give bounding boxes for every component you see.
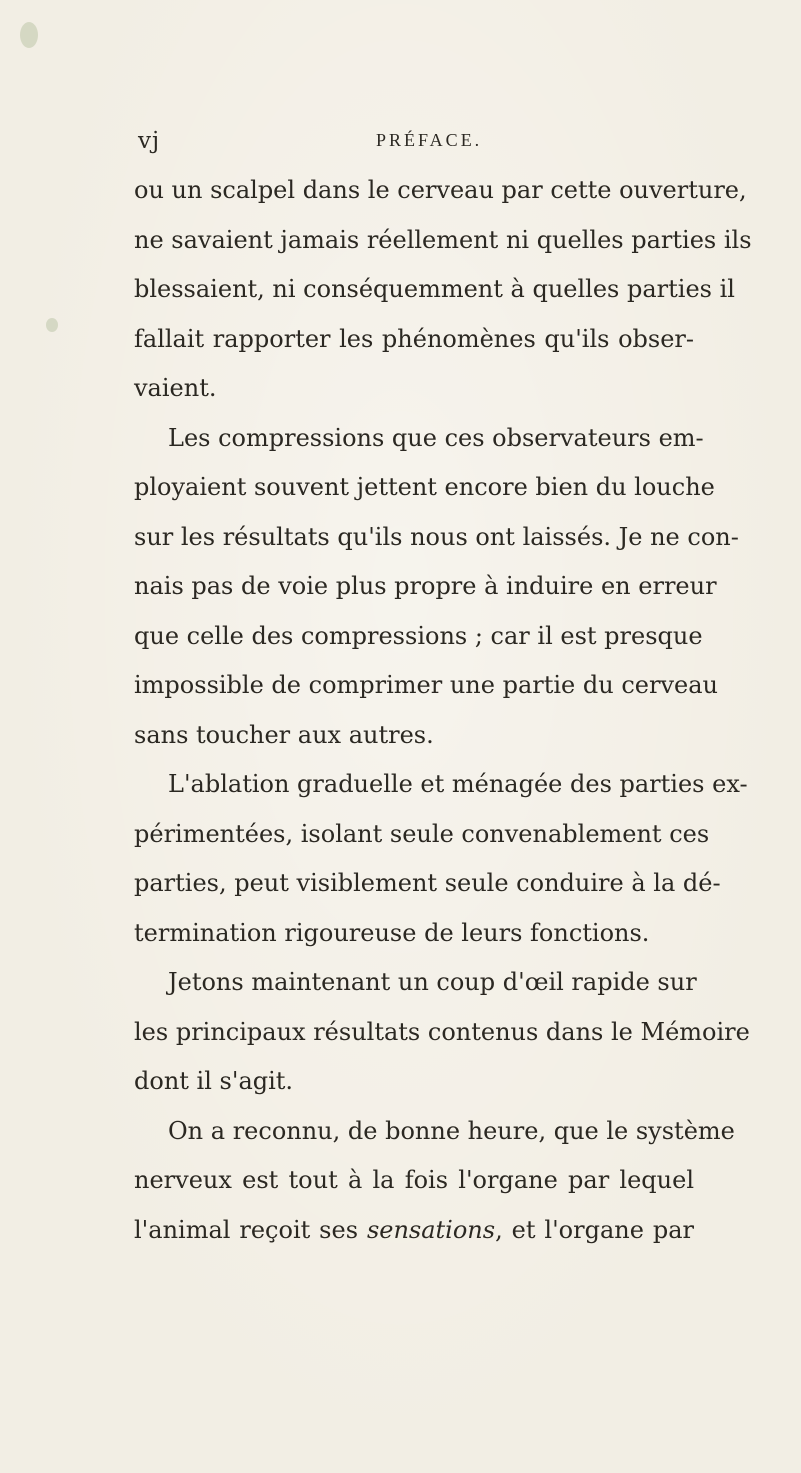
italic-term: sensations (366, 1215, 496, 1244)
text-line: ployaient souvent jettent encore bien du louche (134, 473, 715, 501)
text-line: Les compressions que ces observateurs em- (168, 423, 704, 452)
text-line: dont il s'agit. (134, 1067, 294, 1095)
page-header (0, 128, 801, 164)
paragraph (134, 958, 750, 1107)
text-line: Jetons maintenant un coup d'œil rapide sur (168, 968, 697, 996)
paragraph (134, 760, 748, 958)
paragraph (134, 414, 739, 761)
text-line: que celle des compressions ; car il est presque (134, 621, 703, 650)
paragraph (134, 1107, 735, 1256)
text-line: ne savaient jamais réellement ni quelles parties ils (134, 225, 752, 254)
body-text (134, 166, 752, 1255)
text-line: périmentées, isolant seule convenablement ces (134, 819, 710, 848)
text-line (134, 1206, 694, 1256)
text-line: sur les résultats qu'ils nous ont laissés. Je ne con- (134, 522, 739, 551)
text-line: ou un scalpel dans le cerveau par cette ouverture, (134, 176, 747, 204)
text-line: les principaux résultats contenus dans le Mémoire (134, 1017, 750, 1046)
text-line: fallait rapporter les phénomènes qu'ils obser- (134, 324, 694, 353)
text-line: impossible de comprimer une partie du cerveau (134, 671, 718, 699)
text-line: On a reconnu, de bonne heure, que le système (168, 1116, 735, 1145)
text-line: nais pas de voie plus propre à induire en erreur (134, 572, 717, 600)
text-line: nerveux est tout à la fois l'organe par lequel (134, 1166, 694, 1194)
foxing-spot (20, 22, 38, 48)
paragraph (134, 166, 752, 414)
page-number: vj (138, 128, 161, 154)
text-run: l'animal reçoit ses (134, 1215, 367, 1244)
text-line: blessaient, ni conséquemment à quelles parties il (134, 275, 735, 303)
text-line: vaient. (134, 374, 217, 402)
foxing-spot (46, 318, 58, 332)
running-head: PRÉFACE. (376, 130, 483, 150)
text-line: termination rigoureuse de leurs fonctions. (134, 918, 650, 947)
text-run: , et l'organe par (495, 1215, 694, 1244)
text-line: L'ablation graduelle et ménagée des parties ex- (168, 770, 748, 798)
text-line: sans toucher aux autres. (134, 720, 434, 749)
text-line: parties, peut visiblement seule conduire à la dé- (134, 869, 721, 897)
